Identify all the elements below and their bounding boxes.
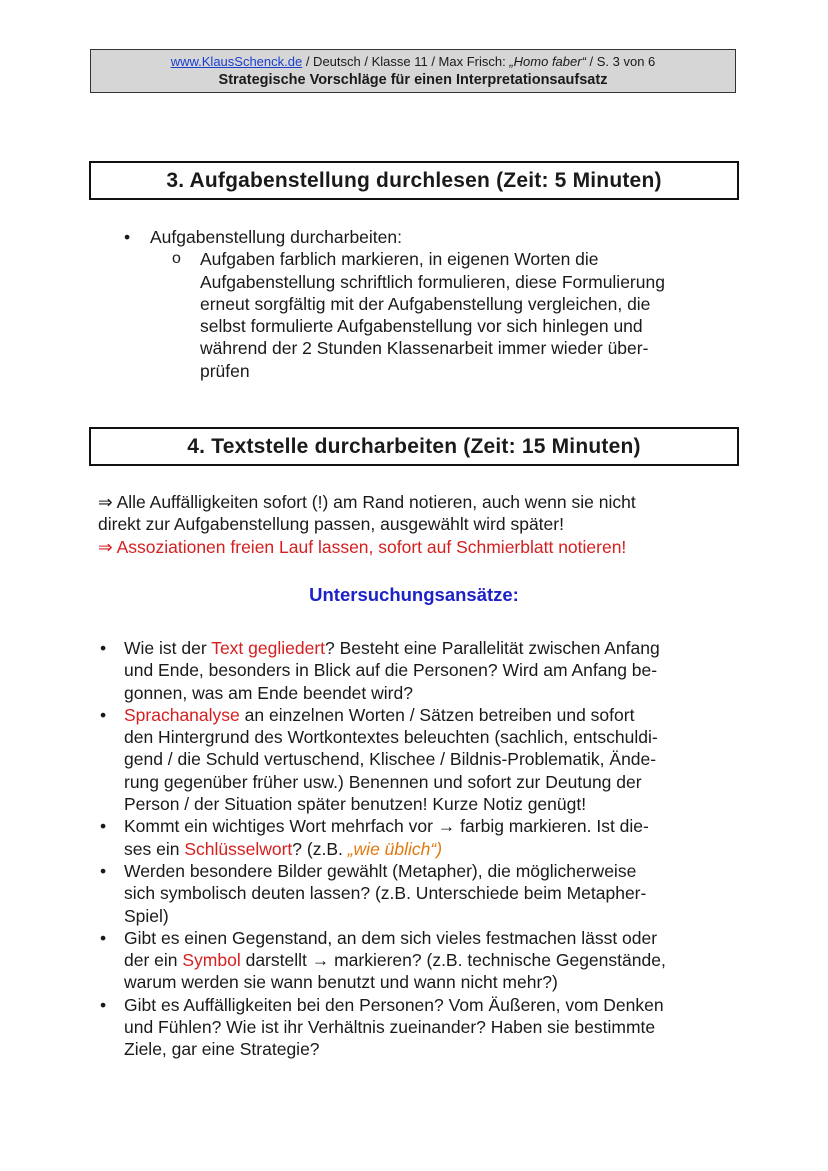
text: gonnen, was am Ende beendet wird? xyxy=(124,682,413,703)
text: Person / der Situation später benutzen! Kurze Notiz genügt! xyxy=(124,794,587,815)
note-1-text: Alle Auffälligkeiten sofort (!) am Rand notieren, auch wenn sie nicht xyxy=(112,492,636,512)
section-3-subitem xyxy=(122,248,742,382)
text: ? (z.B. xyxy=(292,838,348,859)
text: • Kommt ein wichtiges Wort mehrfach vor → farbig markieren. Ist die- xyxy=(124,816,649,837)
sub-line: Aufgabenstellung schriftlich formulieren, diese Formulierung xyxy=(200,271,665,292)
note-2 xyxy=(98,536,738,558)
highlight: Text gegliedert xyxy=(211,638,326,658)
text: rung gegenüber früher usw.) Benennen und sofort zur Deutung der xyxy=(124,771,642,792)
text: Wie ist der xyxy=(124,638,212,658)
text: und Fühlen? Wie ist ihr Verhältnis zueinander? Haben sie bestimmte xyxy=(124,1017,656,1038)
header-title: Strategische Vorschläge für einen Interpretationsaufsatz xyxy=(218,72,608,88)
header-path: / Deutsch / Klasse 11 / Max Frisch: xyxy=(302,54,510,69)
site-link[interactable]: www.KlausSchenck.de xyxy=(170,54,303,69)
text: an einzelnen Worten / Sätzen betreiben und sofort xyxy=(239,704,635,725)
text: und Ende, besonders in Blick auf die Personen? Wird am Anfang be- xyxy=(124,660,658,681)
text: den Hintergrund des Wortkontextes beleuchten (sachlich, entschuldi- xyxy=(124,727,658,748)
text: ? Besteht eine Parallelität zwischen Anfang xyxy=(325,638,660,658)
section-3-body xyxy=(122,226,742,382)
note-1 xyxy=(98,491,738,513)
text: ) xyxy=(436,838,443,859)
sub-line: selbst formulierte Aufgabenstellung vor sich hinlegen und xyxy=(200,316,643,337)
list-item xyxy=(98,637,738,704)
analysis-list xyxy=(98,637,738,1061)
sub-line: prüfen xyxy=(200,360,250,381)
text: Spiel) xyxy=(124,905,169,926)
note-2-text: Assoziationen freien Lauf lassen, sofort auf Schmierblatt notieren! xyxy=(112,536,627,557)
section-3-bullet: • Aufgabenstellung durcharbeiten: xyxy=(122,226,742,248)
text: warum werden sie wann benutzt und wann nicht mehr?) xyxy=(124,972,558,993)
analysis-heading: Untersuchungsansätze: xyxy=(309,584,519,605)
section-3-title: 3. Aufgabenstellung durchlesen (Zeit: 5 Minuten) xyxy=(89,161,739,200)
text: • Werden besondere Bilder gewählt (Metapher), die möglicherweise xyxy=(124,860,637,881)
text: ses ein xyxy=(124,838,185,859)
book-title: „Homo faber“ xyxy=(509,54,586,69)
highlight: Schlüsselwort xyxy=(184,838,293,859)
list-item xyxy=(98,994,738,1061)
section-4-title: 4. Textstelle durcharbeiten (Zeit: 15 Minuten) xyxy=(89,427,739,466)
sub-marker: o xyxy=(172,250,181,268)
text: der ein xyxy=(124,950,183,971)
sub-line: während der 2 Stunden Klassenarbeit immer wieder über- xyxy=(200,338,649,359)
sub-line: Aufgaben farblich markieren, in eigenen Worten die xyxy=(200,249,599,270)
note-1-cont: direkt zur Aufgabenstellung passen, ausgewählt wird später! xyxy=(98,514,564,535)
arrow-icon: ⇒ xyxy=(98,492,113,512)
text: gend / die Schuld vertuschend, Klischee / Bildnis-Problematik, Ände- xyxy=(124,749,657,770)
arrow-icon: ⇒ xyxy=(98,536,113,557)
list-item xyxy=(98,815,738,860)
example-quote: „wie üblich“ xyxy=(347,838,437,859)
sub-line: erneut sorgfältig mit der Aufgabenstellung vergleichen, die xyxy=(200,293,651,314)
text: • Gibt es Auffälligkeiten bei den Personen? Vom Äußeren, vom Denken xyxy=(124,994,664,1015)
text: • Gibt es einen Gegenstand, an dem sich vieles festmachen lässt oder xyxy=(124,927,658,948)
text: sich symbolisch deuten lassen? (z.B. Unterschiede beim Metapher- xyxy=(124,883,647,904)
highlight: Symbol xyxy=(182,950,241,971)
text: darstellt → markieren? (z.B. technische Gegenstände, xyxy=(240,950,666,971)
list-item xyxy=(98,704,738,815)
page-header xyxy=(90,49,736,93)
header-page: / S. 3 von 6 xyxy=(585,54,656,69)
section-4-notes xyxy=(98,491,738,558)
list-item xyxy=(98,860,738,927)
highlight: Sprachanalyse xyxy=(124,704,240,725)
text: Ziele, gar eine Strategie? xyxy=(124,1039,320,1060)
list-item xyxy=(98,927,738,994)
header-breadcrumb xyxy=(91,54,735,70)
